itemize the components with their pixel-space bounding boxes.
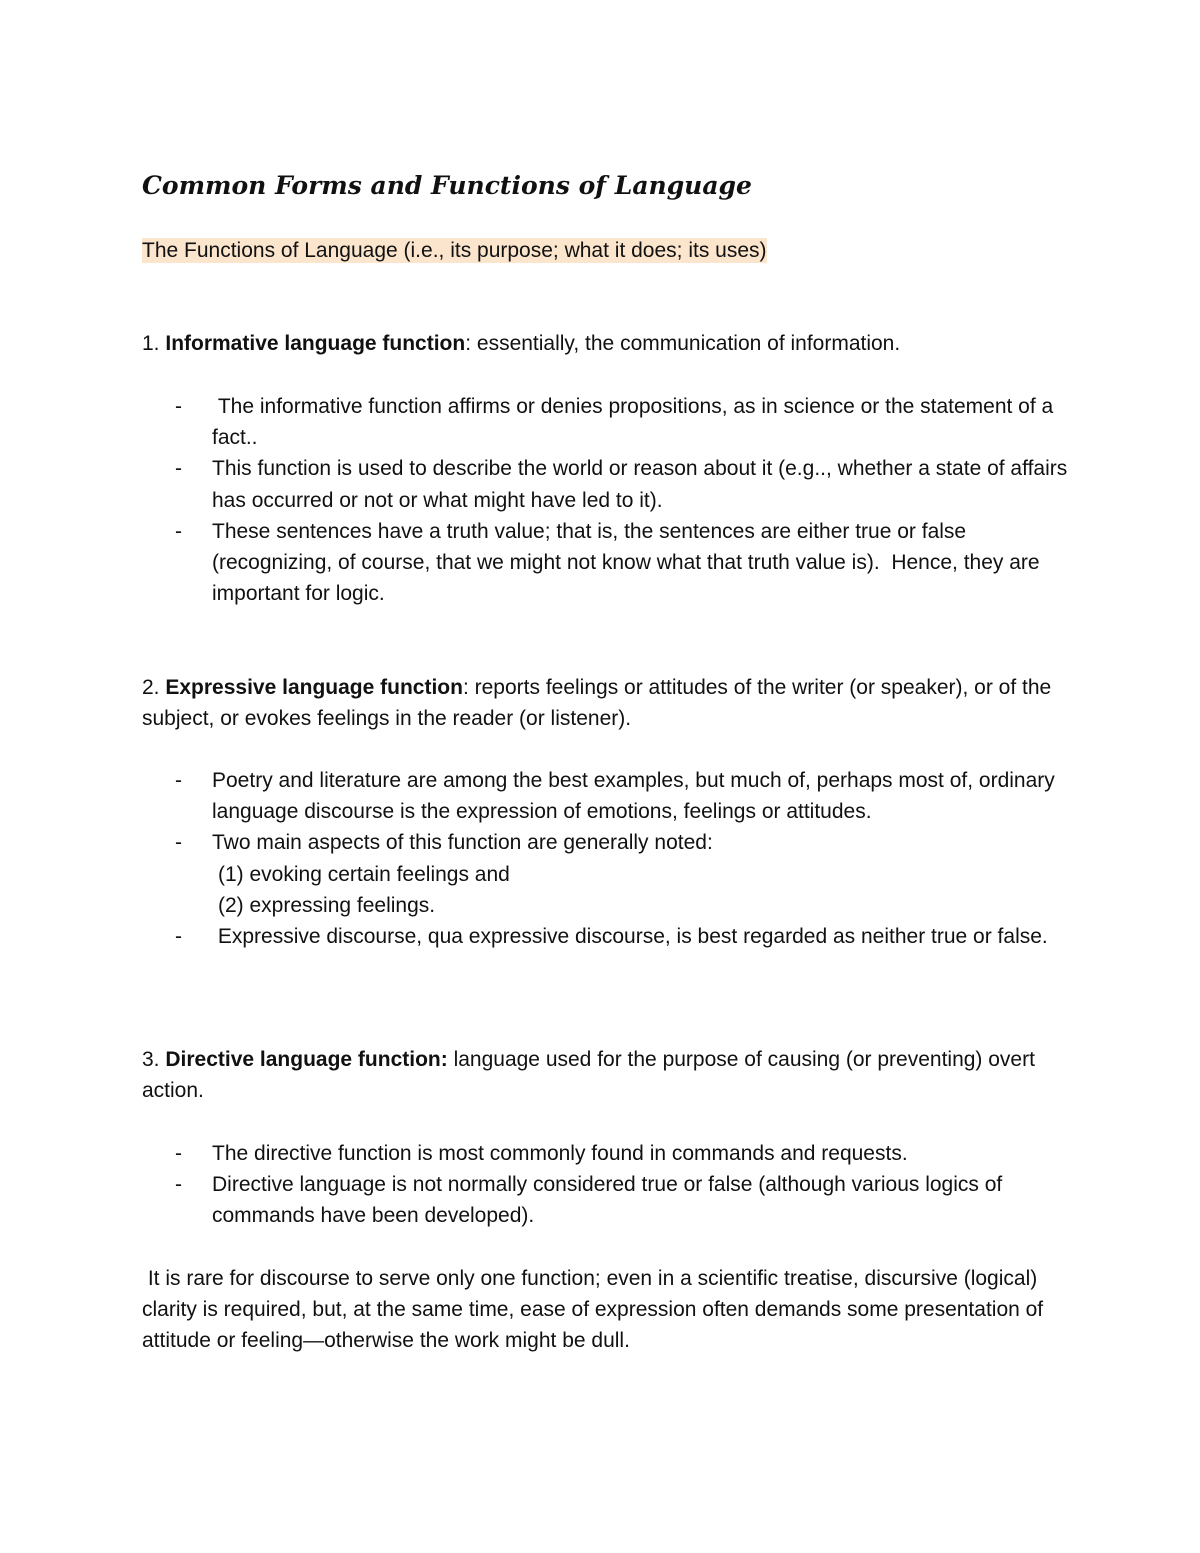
bullet-text: This function is used to describe the world or reason about it (e.g.., whether a state of affairs has occurred or not or what might have led to it).: [212, 457, 1068, 512]
section-2-intro: [142, 672, 1072, 734]
bullet-text: Expressive discourse, qua expressive discourse, is best regarded as neither true or false.: [212, 925, 1048, 949]
dash-marker: -: [175, 519, 182, 543]
section-3-heading: Directive language function:: [165, 1048, 448, 1071]
dash-marker: -: [175, 1142, 182, 1165]
dash-marker: -: [175, 831, 182, 855]
list-item: [142, 453, 1072, 515]
list-item: [142, 1138, 1072, 1169]
section-1-heading: Informative language function: [165, 332, 466, 355]
section-3-intro: [142, 1044, 1072, 1106]
section-3-number: 3.: [142, 1048, 166, 1071]
section-2-number: 2.: [142, 676, 166, 699]
dash-marker: -: [175, 925, 182, 949]
section-1-description: : essentially, the communication of information.: [465, 332, 901, 355]
closing-paragraph: It is rare for discourse to serve only one function; even in a scientific treatise, discursive (logical) clarity is required, but, at the same time, ease of expression often demands some presentation of attitude or feeling—otherwise the work might be dull.: [142, 1267, 1049, 1352]
list-item: [142, 765, 1072, 827]
highlighted-subtitle-text: The Functions of Language (i.e., its purpose; what it does; its uses): [142, 239, 767, 262]
section-1-intro: [142, 328, 1072, 359]
dash-marker: -: [175, 1173, 182, 1197]
bullet-text: Poetry and literature are among the best examples, but much of, perhaps most of, ordinary language discourse is the expression of emotions, feelings or attitudes.: [212, 769, 1055, 824]
aspect-line-1: (1) evoking certain feelings and: [218, 862, 510, 886]
bullet-text: The directive function is most commonly found in commands and requests.: [212, 1142, 908, 1165]
aspect-line-2: (2) expressing feelings.: [218, 893, 436, 917]
section-1-bullet-list: [142, 391, 1072, 609]
section-2-bullet-list: [142, 765, 1072, 952]
section-2-description: : reports feelings or attitudes of the writer (or speaker), or of the subject, or evokes feelings in the reader (or listener).: [142, 676, 1052, 730]
list-item: [142, 921, 1072, 952]
list-item: [142, 516, 1072, 610]
bullet-text: Directive language is not normally considered true or false (although various logics of commands have been developed).: [212, 1173, 1003, 1228]
dash-marker: -: [175, 769, 182, 792]
bullet-text: The informative function affirms or denies propositions, as in science or the statement of a fact..: [212, 395, 1060, 450]
list-item: [142, 391, 1072, 453]
dash-marker: -: [175, 395, 182, 418]
section-3-description: language used for the purpose of causing (or preventing) overt action.: [142, 1048, 1035, 1102]
list-item: [142, 1169, 1072, 1231]
section-3-bullet-list: [142, 1138, 1072, 1232]
list-item: [142, 827, 1072, 921]
section-2-heading: Expressive language function: [165, 676, 463, 699]
dash-marker: -: [175, 457, 182, 481]
document-title: Common Forms and Functions of Language: [142, 171, 752, 200]
bullet-text: These sentences have a truth value; that is, the sentences are either true or false (recognizing, of course, that we might not know what that truth value is). Hence, they are important for logic.: [212, 519, 1046, 606]
functions-subtitle: [142, 236, 767, 266]
bullet-text: Two main aspects of this function are generally noted:: [212, 831, 713, 855]
section-1-number: 1.: [142, 332, 166, 355]
